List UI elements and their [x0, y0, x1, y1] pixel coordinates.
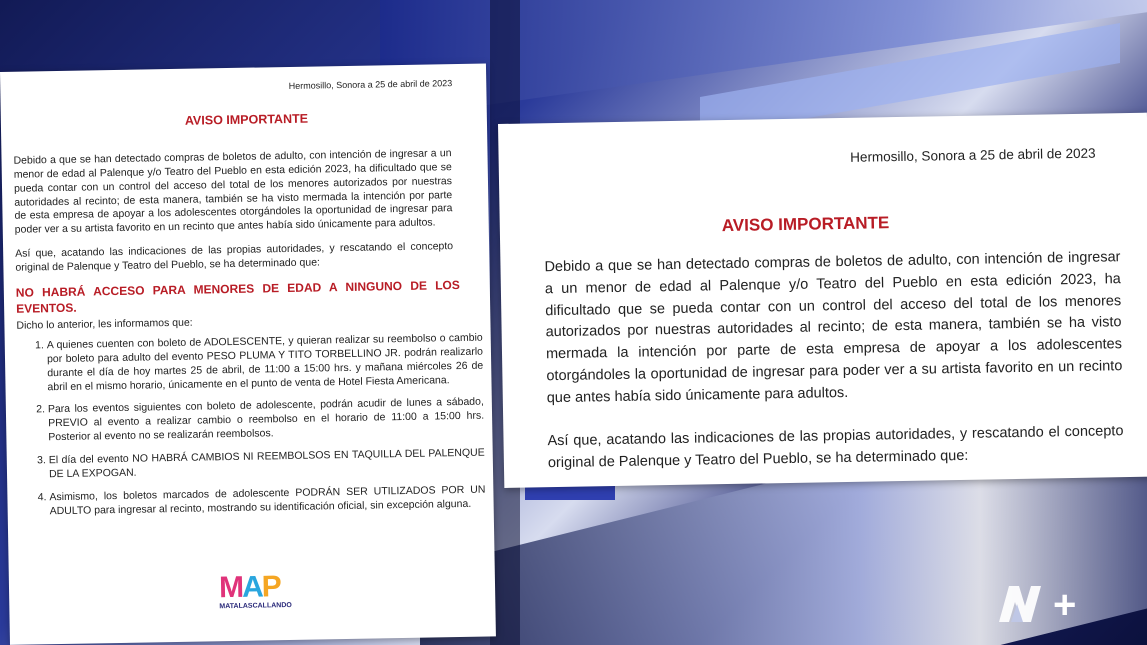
- list-item: 4. Asimismo, los boletos marcados de adolescente PODRÁN SER UTILIZADOS POR UN ADULTO para ingresar al recinto, mostrando su identificación oficial, sin excepción alguna.: [49, 483, 485, 518]
- list-item: 1. A quienes cuenten con boleto de ADOLESCENTE, y quieran realizar su reembolso o cambio por boleto para adulto del evento PESO PLUMA Y TITO TORBELLINO JR. podrán realizarlo durante el día de hoy martes 25 de abril, de 11:00 a 15:00 hrs. y mañana miércoles 26 de abril en el mismo horario, únicamente en el punto de venta de Hotel Fiesta Americana.: [47, 332, 484, 395]
- plus-symbol: +: [1053, 583, 1077, 627]
- document-paragraph: Así que, acatando las indicaciones de las propias autoridades, y rescatando el concepto original de Palenque y Teatro del Pueblo, se ha determinado que:: [547, 423, 1124, 471]
- notice-document-left: [0, 64, 496, 645]
- logo-mark: MAP: [218, 570, 281, 605]
- document-paragraph: Dicho lo anterior, les informamos que:: [16, 316, 193, 332]
- document-title: AVISO IMPORTANTE: [721, 213, 890, 236]
- list-item: 2. Para los eventos siguientes con boleto de adolescente, podrán acudir de lunes a sábado, PREVIO al evento a realizar cambio o reembolso en el horario de 11:00 a 15:00 hrs. Posterior al evento no se realizarán reembolsos.: [48, 396, 485, 445]
- document-date: Hermosillo, Sonora a 25 de abril de 2023: [288, 78, 453, 91]
- document-title: AVISO IMPORTANTE: [184, 111, 309, 128]
- document-paragraph: Así que, acatando las indicaciones de las propias autoridades, y rescatando el concepto original de Palenque y Teatro del Pueblo, se ha determinado que:: [15, 240, 454, 274]
- document-headline: NO HABRÁ ACCESO PARA MENORES DE EDAD A NINGUNO DE LOS EVENTOS.: [15, 278, 460, 316]
- notice-list: [17, 332, 486, 529]
- document-paragraph: Debido a que se han detectado compras de boletos de adulto, con intención de ingresar a un menor de edad al Palenque y/o Teatro del Pueblo en esta edición 2023, ha dificultado que se pueda contar con un control del acceso del total de los menores autorizados por nuestras autoridades al recinto; de esta manera, también se ha visto mermada la intención por parte de esta empresa de apoyar a los adolescentes otorgándoles la oportunidad de ingresar para poder ver a su artista favorito en un recinto que antes había sido únicamente para adultos.: [13, 147, 453, 237]
- document-paragraph: Debido a que se han detectado compras de boletos de adulto, con intención de ingresar a un menor de edad al Palenque y/o Teatro del Pueblo en esta edición 2023, ha dificultado que se pueda contar con un control del acceso del total de los menores autorizados por nuestras autoridades al recinto; de esta manera, también se ha visto mermada la intención por parte de esta empresa de apoyar a los adolescentes otorgándoles la oportunidad de ingresar para poder ver a su artista favorito en un recinto que antes había sido únicamente para adultos.: [544, 249, 1123, 406]
- logo-name: MATALASCALLANDO: [219, 601, 292, 611]
- list-item: 3. El día del evento NO HABRÁ CAMBIOS NI REEMBOLSOS EN TAQUILLA DEL PALENQUE DE LA EXPOGAN.: [49, 447, 485, 482]
- organizer-logo: [219, 572, 290, 623]
- n-plus-icon: [995, 578, 1090, 628]
- notice-document-right: [498, 113, 1147, 488]
- document-date: Hermosillo, Sonora a 25 de abril de 2023: [850, 145, 1096, 165]
